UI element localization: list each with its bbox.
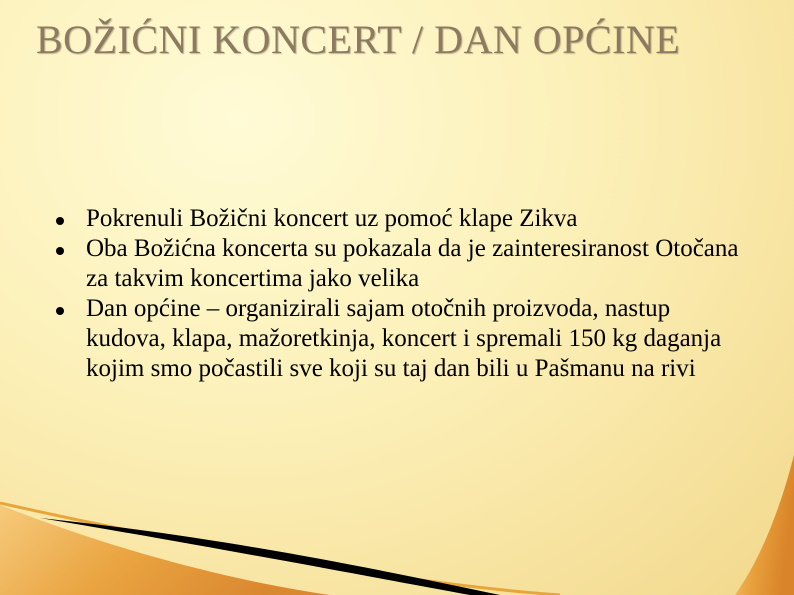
- bullet-icon: [56, 217, 64, 225]
- bullet-text: Dan općine – organizirali sajam otočnih proizvoda, nastup kudova, klapa, mažoretkinja, koncert i spremali 150 kg daganja kojim smo počastili sve koji su taj dan bili u Pašmanu na rivi: [86, 295, 722, 382]
- bullet-item: [56, 204, 756, 234]
- bullet-item: [56, 294, 756, 384]
- bullet-list: [56, 204, 756, 384]
- bullet-text: Oba Božićna koncerta su pokazala da je zainteresiranost Otočana za takvim koncertima jako velika: [86, 235, 739, 292]
- bullet-icon: [56, 307, 64, 315]
- bullet-icon: [56, 247, 64, 255]
- slide-title: BOŽIĆNI KONCERT / DAN OPĆINE: [36, 17, 681, 62]
- bullet-text: Pokrenuli Božični koncert uz pomoć klape Zikva: [86, 205, 578, 232]
- bullet-item: [56, 234, 756, 294]
